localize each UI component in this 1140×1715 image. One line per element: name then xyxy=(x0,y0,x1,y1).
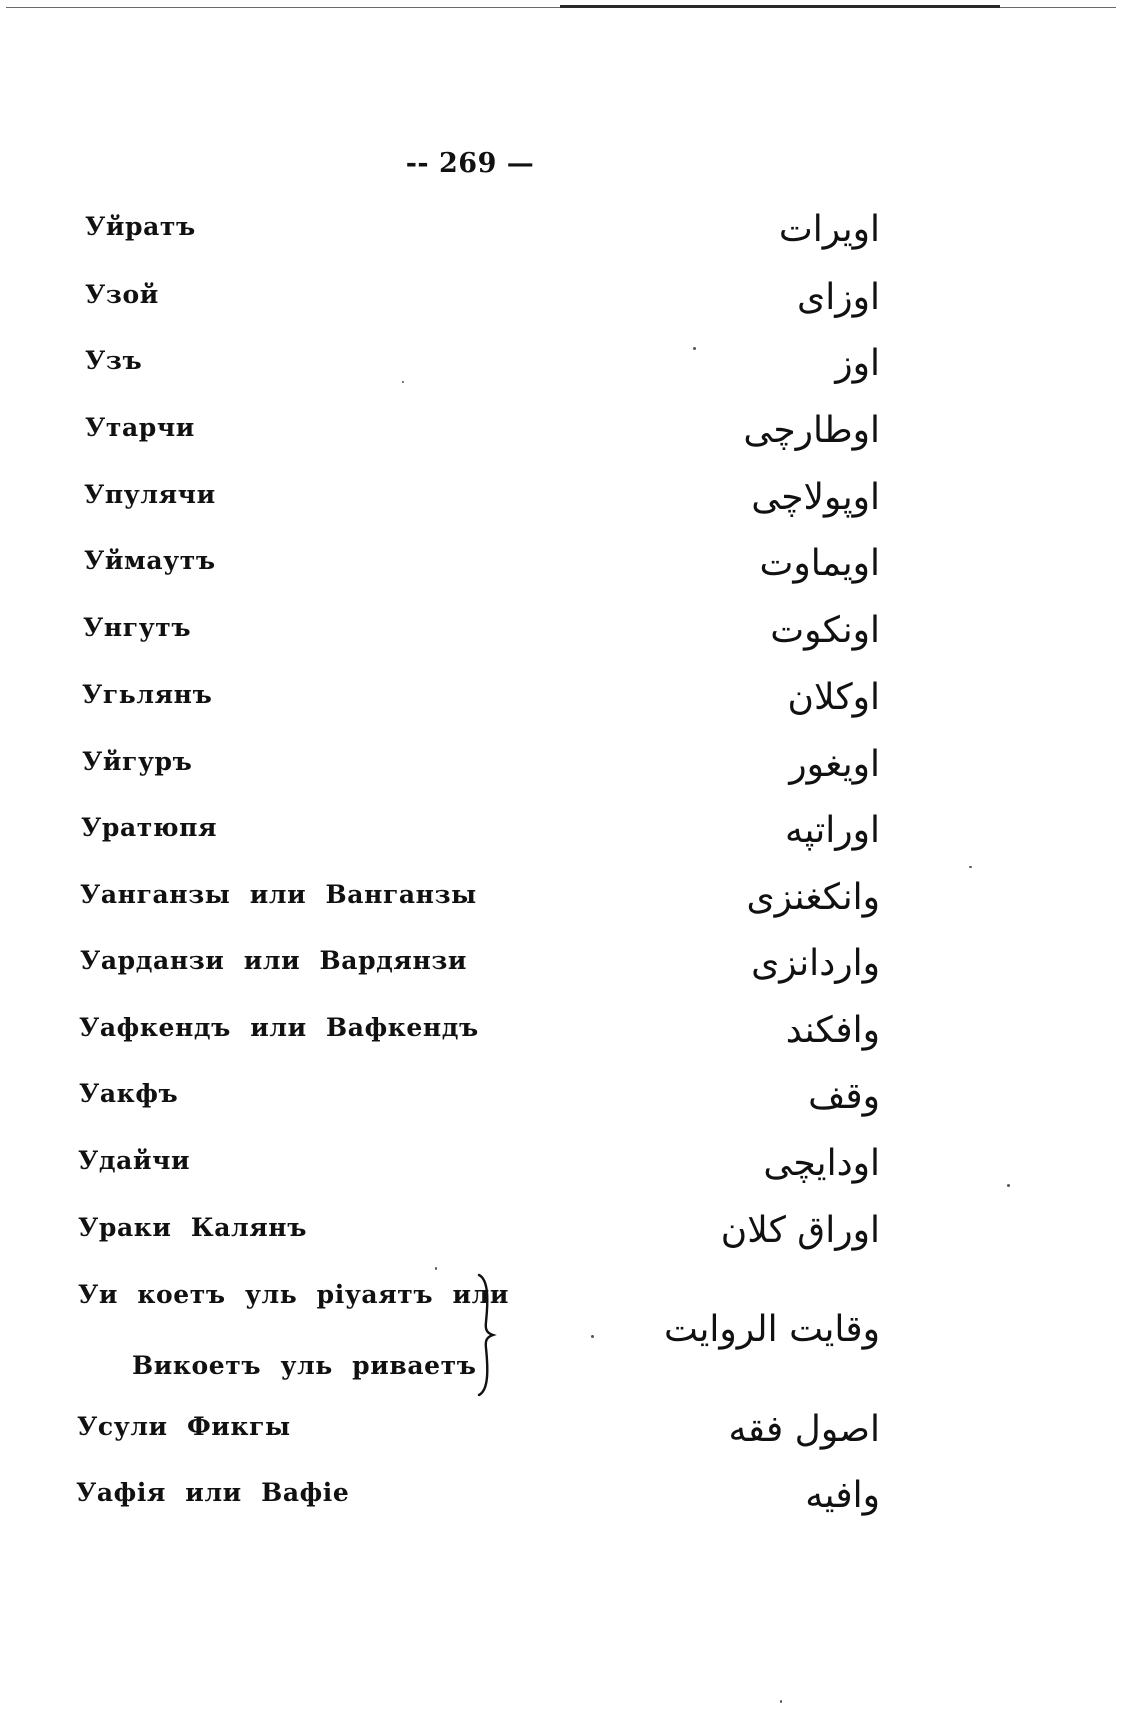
russian-term: Усули Фикгы xyxy=(77,1412,291,1441)
entry-row xyxy=(0,209,1140,272)
russian-term: Удайчи xyxy=(78,1146,191,1175)
entry-row xyxy=(0,1280,1140,1350)
arabic-term: وانکغنزی xyxy=(746,877,880,918)
russian-term: Угьлянъ xyxy=(82,680,213,709)
scan-speck xyxy=(1007,1184,1010,1187)
arabic-term: وقف xyxy=(808,1076,880,1117)
arabic-term: واردانزی xyxy=(751,943,880,984)
arabic-term: اويرات xyxy=(778,209,880,250)
russian-term: Унгутъ xyxy=(83,613,192,642)
entry-row xyxy=(0,810,1140,873)
entry-row xyxy=(0,410,1140,473)
entry-row xyxy=(0,744,1140,807)
entry-row xyxy=(0,543,1140,606)
russian-term: Викоетъ уль риваетъ xyxy=(132,1351,477,1380)
arabic-term: اوراق کلان xyxy=(720,1210,880,1251)
entry-row-continuation xyxy=(0,1351,1140,1411)
scan-speck xyxy=(780,1700,782,1703)
russian-term: Узой xyxy=(85,280,159,309)
scan-speck xyxy=(402,381,404,383)
russian-term: Уафія или Вафіе xyxy=(76,1478,350,1507)
curly-brace-icon xyxy=(475,1272,497,1398)
arabic-term: اوپولاچی xyxy=(751,477,880,518)
russian-term: Уи коетъ уль ріуаятъ или xyxy=(78,1280,509,1309)
arabic-term: وافیه xyxy=(805,1475,880,1516)
entry-row xyxy=(0,477,1140,540)
page-number: -- 269 — xyxy=(405,148,535,179)
russian-term: Уарданзи или Вардянзи xyxy=(80,946,468,975)
arabic-term: اوراتپه xyxy=(785,810,880,851)
entry-row xyxy=(0,610,1140,673)
entry-row xyxy=(0,1076,1140,1139)
arabic-term: اودایچی xyxy=(763,1143,880,1184)
russian-term: Упулячи xyxy=(84,480,216,509)
russian-term: Узъ xyxy=(85,346,143,375)
russian-term: Утарчи xyxy=(85,413,195,442)
arabic-term: اویماوت xyxy=(759,543,880,584)
arabic-term: اویغور xyxy=(789,744,880,785)
russian-term: Уанганзы или Ванганзы xyxy=(80,880,477,909)
entry-row xyxy=(0,1409,1140,1472)
russian-term: Уймаутъ xyxy=(84,546,216,575)
russian-term: Ураки Калянъ xyxy=(78,1213,307,1242)
arabic-term: اصول فقه xyxy=(728,1409,880,1450)
russian-term: Уакфъ xyxy=(79,1079,179,1108)
arabic-term: اوکلان xyxy=(787,677,880,718)
scan-speck xyxy=(969,866,972,868)
russian-term: Уйратъ xyxy=(85,212,196,241)
arabic-term: اوز xyxy=(835,343,880,384)
arabic-term: اوطارچی xyxy=(743,410,880,451)
entry-row xyxy=(0,1210,1140,1273)
entry-row xyxy=(0,1143,1140,1206)
entry-row xyxy=(0,677,1140,740)
scan-speck xyxy=(435,1267,437,1270)
russian-term: Уйгуръ xyxy=(82,747,193,776)
russian-term: Уратюпя xyxy=(81,813,218,842)
entry-row xyxy=(0,343,1140,406)
entry-row xyxy=(0,1010,1140,1073)
entry-row xyxy=(0,943,1140,1006)
scan-speck xyxy=(693,347,696,350)
scan-speck xyxy=(591,1335,594,1338)
top-rule-heavy xyxy=(560,5,1000,8)
russian-term: Уафкендъ или Вафкендъ xyxy=(79,1013,479,1042)
entry-row xyxy=(0,277,1140,340)
arabic-term: اونکوت xyxy=(770,610,880,651)
entry-row xyxy=(0,877,1140,940)
arabic-term: اوزای xyxy=(797,277,880,318)
arabic-term: وقایت الروایت xyxy=(664,1309,880,1350)
arabic-term: وافکند xyxy=(785,1010,880,1051)
entry-row xyxy=(0,1475,1140,1538)
